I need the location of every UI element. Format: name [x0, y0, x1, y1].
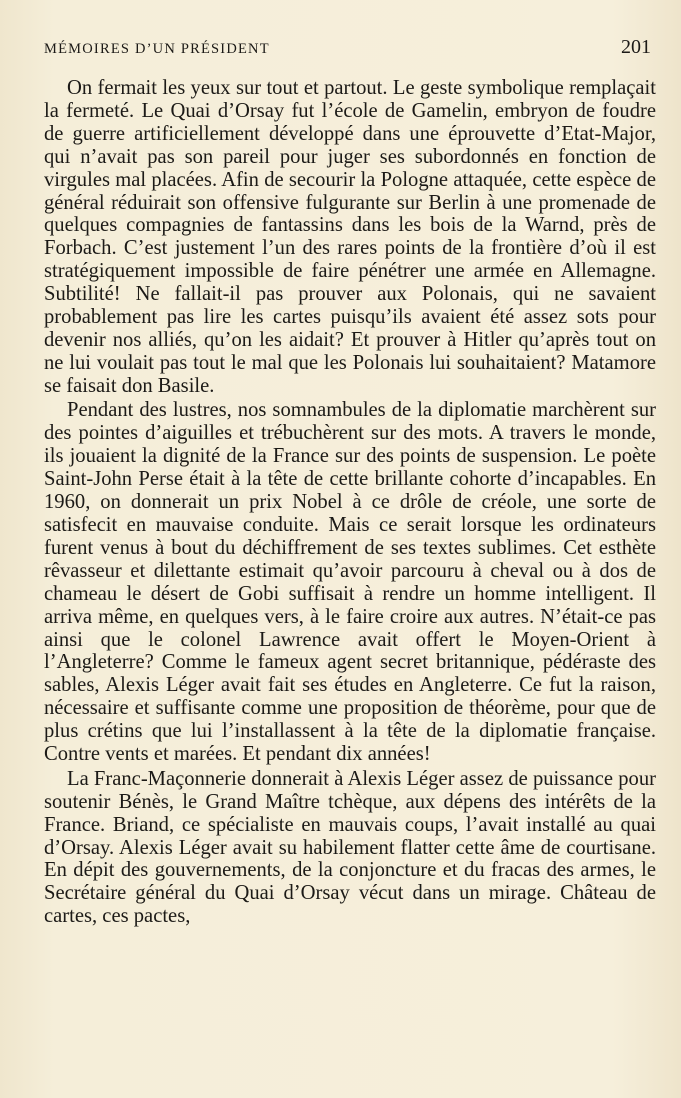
paragraph: La Franc-Maçonnerie donnerait à Alexis Léger assez de puissance pour soutenir Bénès, le Grand Maître tchèque, aux dépens des intérêts de la France. Briand, ce spécialiste en mauvais coups, l’avait installé au quai d’Orsay. Alexis Léger avait su habilement flatter cette âme de courtisane. En dépit des gouvernements, de la conjoncture et du fracas des armes, le Secrétaire général du Quai d’Orsay vécut dans un mirage. Château de cartes, ces pactes, [44, 767, 656, 928]
paragraph: Pendant des lustres, nos somnambules de la diplomatie marchèrent sur des pointes d’aiguilles et trébuchèrent sur des mots. A travers le monde, ils jouaient la dignité de la France sur des points de suspension. Le poète Saint-John Perse était à la tête de cette brillante cohorte d’incapables. En 1960, on donnerait un prix Nobel à ce drôle de créole, une sorte de satisfecit en mauvaise conduite. Mais ce serait lorsque les ordinateurs furent venus à bout du déchiffrement de ses textes sublimes. Cet esthète rêvasseur et dilettante estimait qu’avoir parcouru à cheval ou à dos de chameau le désert de Gobi suffisait à rendre un homme intelligent. Il arriva même, en quelques vers, à le faire croire aux autres. N’était-ce pas ainsi que le colonel Lawrence avait offert le Moyen-Orient à l’Angleterre? Comme le fameux agent secret britannique, pédéraste des sables, Alexis Léger avait fait ses études en Angleterre. Ce fut la raison, nécessaire et suffisante comme une proposition de théorème, pour que de plus crétins que lui l’installassent à la tête de la diplomatie française. Contre vents et marées. Et pendant dix années! [44, 399, 656, 766]
running-head [44, 36, 657, 59]
page-number: 201 [621, 36, 651, 58]
paragraph: On fermait les yeux sur tout et partout. Le geste symbolique remplaçait la fermeté. Le Quai d’Orsay fut l’école de Gamelin, embryon de foudre de guerre artificiellement développé dans une éprouvette d’Etat-Major, qui n’avait pas son pareil pour juger ses subordonnés en fonction de virgules mal placées. Afin de secourir la Pologne attaquée, cette espèce de général réduirait son offensive fulgurante sur Berlin à une promenade de quelques compagnies de fantassins dans les bois de la Warnd, près de Forbach. C’est justement l’un des rares points de la frontière d’où il est stratégiquement impossible de faire pénétrer une armée en Allemagne. Subtilité! Ne fallait-il pas prouver aux Polonais, qui ne savaient probablement pas lire les cartes puisqu’ils avaient été assez sots pour devenir nos alliés, qu’on les aidait? Et prouver à Hitler qu’après tout on ne lui voulait pas tout le mal que les Polonais lui souhaitaient? Matamore se faisait don Basile. [44, 77, 656, 397]
running-title: MÉMOIRES D’UN PRÉSIDENT [44, 41, 270, 57]
body-text [44, 77, 656, 928]
